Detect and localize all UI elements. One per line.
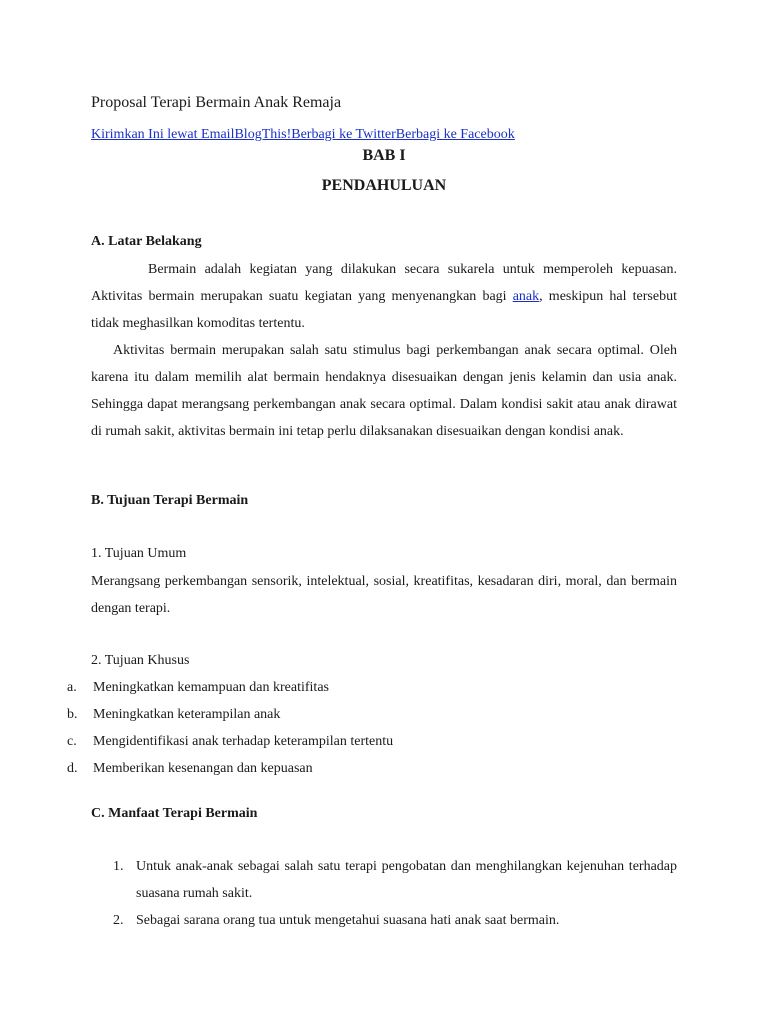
post-title: Proposal Terapi Bermain Anak Remaja <box>91 94 342 111</box>
list-item-text: Meningkatkan keterampilan anak <box>93 707 281 722</box>
list-marker: 1. <box>113 859 124 874</box>
share-links <box>91 127 515 143</box>
section-a-heading: A. Latar Belakang <box>91 234 202 249</box>
list-marker: c. <box>67 734 77 749</box>
list-item-text: Memberikan kesenangan dan kepuasan <box>93 761 313 776</box>
section-b-heading: B. Tujuan Terapi Bermain <box>91 493 249 508</box>
list-marker: 2. <box>113 913 124 928</box>
list-item <box>67 761 313 777</box>
share-facebook-link[interactable]: Berbagi ke Facebook <box>395 127 515 142</box>
list-marker: a. <box>67 680 77 695</box>
list-item-text: Sebagai sarana orang tua untuk mengetahui suasana hati anak saat bermain. <box>136 913 560 928</box>
list-item <box>67 734 394 750</box>
share-twitter-link[interactable]: Berbagi ke Twitter <box>291 127 396 142</box>
section-a-paragraph-2: Aktivitas bermain merupakan salah satu stimulus bagi perkembangan anak secara optimal. Oleh karena itu dalam memilih alat bermain hendaknya disesuaikan dengan jenis kelamin dan usia anak. Sehingga dapat merangsang perkembangan anak secara optimal. Dalam kondisi sakit atau anak dirawat di rumah sakit, aktivitas bermain ini tetap perlu dilaksanakan disesuaikan dengan kondisi anak. <box>91 343 677 439</box>
list-item-text: Untuk anak-anak sebagai salah satu terapi pengobatan dan menghilangkan kejenuhan terhadap suasana rumah sakit. <box>136 859 677 901</box>
list-item-text: Mengidentifikasi anak terhadap keterampilan tertentu <box>93 734 394 749</box>
anak-link[interactable]: anak <box>512 289 540 304</box>
paragraph-1-text-end: , meskipun hal tersebut tidak meghasilkan komoditas tertentu. <box>91 289 677 331</box>
tujuan-khusus-label: 2. Tujuan Khusus <box>91 653 190 668</box>
section-a-paragraph-1 <box>91 256 677 337</box>
tujuan-umum-label: 1. Tujuan Umum <box>91 546 187 561</box>
share-blogthis-link[interactable]: BlogThis! <box>234 127 292 142</box>
section-c-heading: C. Manfaat Terapi Bermain <box>91 806 258 821</box>
paragraph-1-text-start: Bermain adalah kegiatan yang dilakukan secara sukarela untuk memperoleh kepuasan. Aktivitas bermain merupakan suatu kegiatan yang menyenangkan bagi <box>91 262 677 304</box>
list-marker: b. <box>67 707 78 722</box>
tujuan-umum-text: Merangsang perkembangan sensorik, intelektual, sosial, kreatifitas, kesadaran diri, moral, dan bermain dengan terapi. <box>91 574 677 616</box>
chapter-number: BAB I <box>362 147 406 164</box>
share-email-link[interactable]: Kirimkan Ini lewat Email <box>91 127 235 142</box>
chapter-title: PENDAHULUAN <box>321 177 447 194</box>
list-item <box>67 707 281 723</box>
list-marker: d. <box>67 761 78 776</box>
list-item <box>67 680 329 696</box>
list-item-text: Meningkatkan kemampuan dan kreatifitas <box>93 680 329 695</box>
